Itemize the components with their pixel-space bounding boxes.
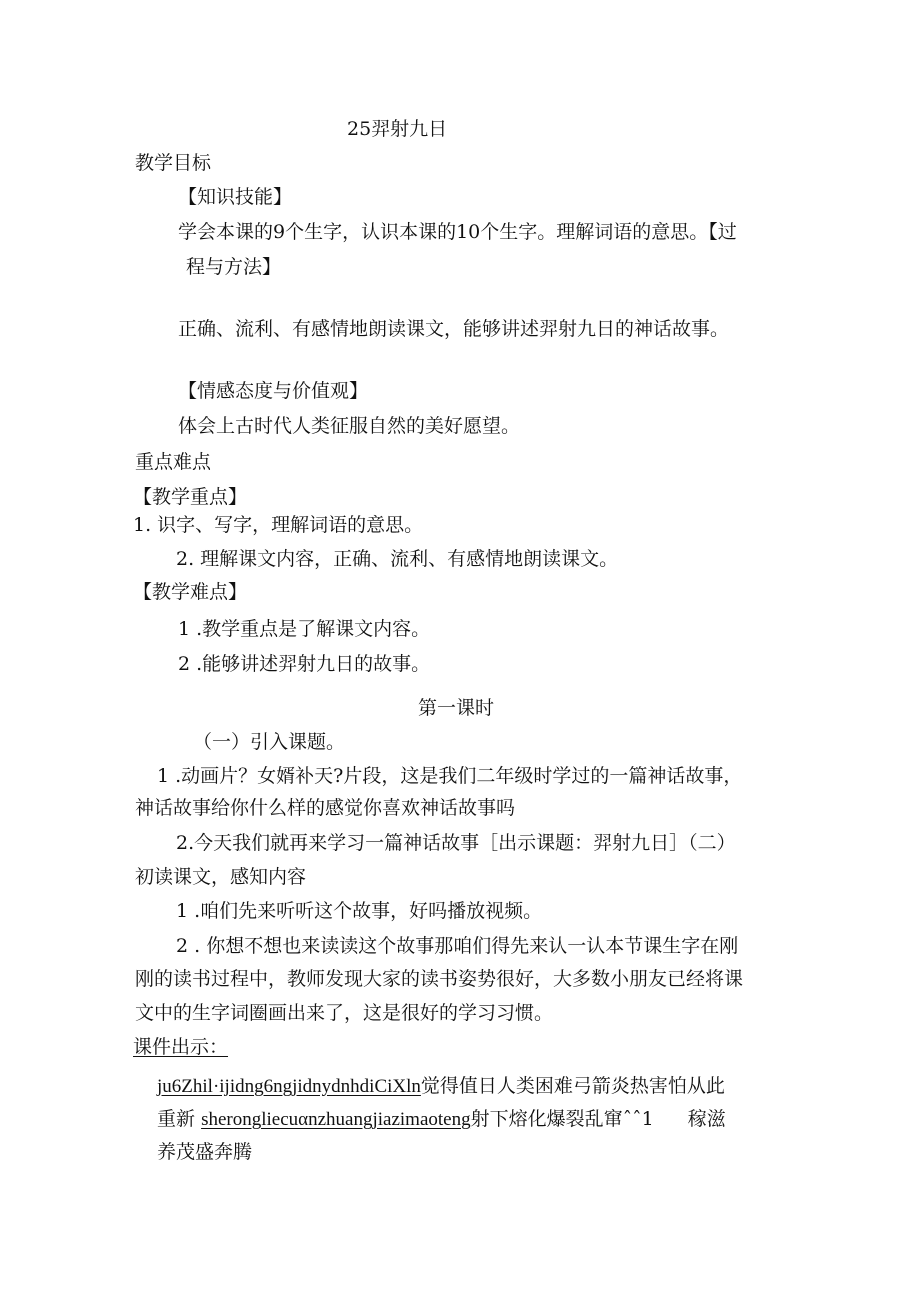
step1-paragraph2-line1: 2.今天我们就再来学习一篇神话故事［出示课题：羿射九日］（二） bbox=[176, 832, 736, 854]
courseware-line3: 养茂盛奔腾 bbox=[157, 1141, 253, 1163]
step1-paragraph2-line2: 初读课文，感知内容 bbox=[135, 866, 307, 888]
step2-paragraph2-line3: 文中的生字词圈画出来了，这是很好的学习习惯。 bbox=[135, 1002, 554, 1024]
section-key-heading: 重点难点 bbox=[135, 451, 212, 473]
key-points-heading: 【教学重点】 bbox=[133, 486, 248, 508]
doc-title: 25羿射九日 bbox=[347, 118, 448, 140]
pinyin-row-2: sherongliecuαnzhuangjiazimaoteng bbox=[201, 1109, 471, 1130]
knowledge-text-line2: 程与方法】 bbox=[186, 256, 282, 278]
step2-paragraph1: 1 .咱们先来听听这个故事，好吗播放视频。 bbox=[176, 900, 543, 922]
difficult-points-heading: 【教学难点】 bbox=[133, 581, 248, 603]
emotion-text: 体会上古时代人类征服自然的美好愿望。 bbox=[178, 415, 521, 437]
process-text: 正确、流利、有感情地朗读课文，能够讲述羿射九日的神话故事。 bbox=[178, 318, 730, 340]
step1-paragraph1-line2: 神话故事给你什么样的感觉你喜欢神话故事吗 bbox=[135, 797, 516, 819]
step2-paragraph2-line1: 2 . 你想不想也来读读这个故事那咱们得先来认一认本节课生字在刚 bbox=[176, 935, 739, 957]
courseware-label: 课件出示： bbox=[133, 1036, 229, 1058]
courseware-line1 bbox=[157, 1075, 725, 1099]
section-goals-heading: 教学目标 bbox=[135, 152, 212, 174]
key-point-1: 1. 识字、写字，理解词语的意思。 bbox=[133, 514, 424, 536]
key-point-2: 2. 理解课文内容，正确、流利、有感情地朗读课文。 bbox=[176, 548, 619, 570]
knowledge-text-line1: 学会本课的9个生字，认识本课的10个生字。理解词语的意思。【过 bbox=[178, 221, 737, 243]
lesson-title: 第一课时 bbox=[418, 697, 495, 719]
difficult-point-2: 2 .能够讲述羿射九日的故事。 bbox=[178, 653, 431, 675]
step1-heading: （一）引入课题。 bbox=[193, 731, 346, 753]
emotion-heading: 【情感态度与价值观】 bbox=[178, 380, 369, 402]
char-row-2: 射下熔化爆裂乱窜ˆˆ1 bbox=[470, 1108, 654, 1130]
courseware-line2 bbox=[157, 1108, 726, 1132]
step1-paragraph1-line1: 1 .动画片？女婿补天?片段，这是我们二年级时学过的一篇神话故事， bbox=[157, 765, 743, 787]
char-row-2-prefix: 重新 bbox=[157, 1108, 196, 1130]
difficult-point-1: 1 .教学重点是了解课文内容。 bbox=[178, 618, 431, 640]
char-row-2-tail: 稼滋 bbox=[687, 1108, 726, 1130]
knowledge-heading: 【知识技能】 bbox=[178, 186, 293, 208]
step2-paragraph2-line2: 刚的读书过程中，教师发现大家的读书姿势很好，大多数小朋友已经将课 bbox=[135, 968, 744, 990]
pinyin-row-1: ju6Zhil·ijidng6ngjidnydnhdiCiXln bbox=[157, 1076, 421, 1097]
char-row-1: 觉得值日人类困难弓箭炎热害怕从此 bbox=[420, 1075, 725, 1097]
